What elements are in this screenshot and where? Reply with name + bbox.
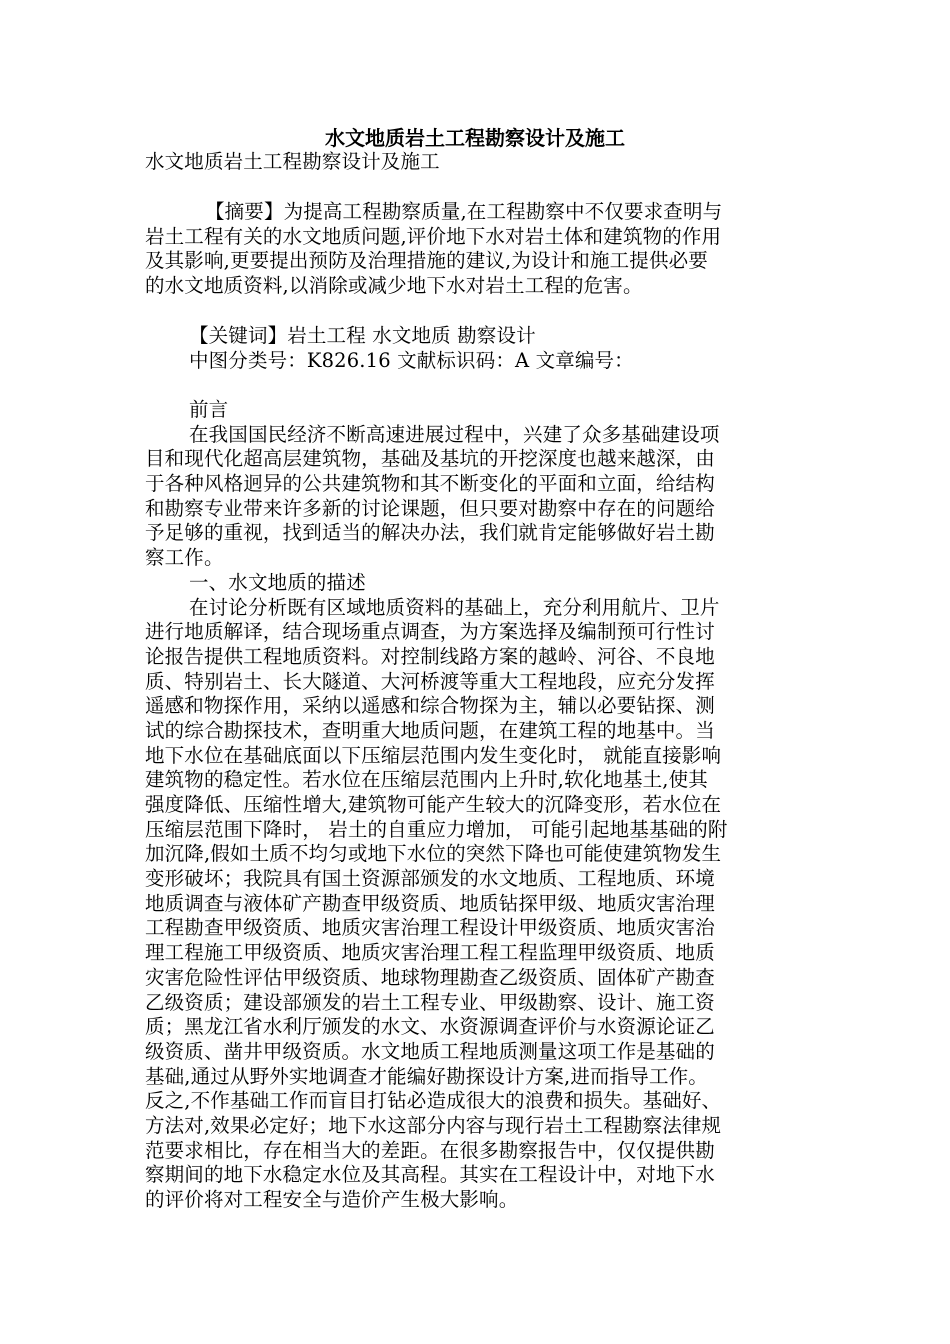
- preface-line: 予足够的重视，找到适当的解决办法，我们就肯定能够做好岩土勘: [145, 521, 715, 545]
- section-line: 质；黑龙江省水利厅颁发的水文、水资源调查评价与水资源论证乙: [145, 1015, 715, 1039]
- preface-heading: 前言: [189, 398, 229, 421]
- document-subtitle-block: [145, 150, 810, 175]
- section-heading: 一、水文地质的描述: [189, 570, 366, 594]
- section-line: 的评价将对工程安全与造价产生极大影响。: [145, 1188, 519, 1211]
- section-line: 遥感和物探作用，采纳以遥感和综合物探为主，辅以必要钻探、测: [145, 694, 715, 718]
- section-line: 地质调查与液体矿产勘查甲级资质、地质钻探甲级、地质灾害治理: [145, 891, 715, 915]
- document-subtitle: 水文地质岩土工程勘察设计及施工: [145, 150, 440, 173]
- abstract-line: 岩土工程有关的水文地质问题,评价地下水对岩土体和建筑物的作用: [145, 224, 722, 248]
- section-line: 理工程施工甲级资质、地质灾害治理工程工程监理甲级资质、地质: [145, 941, 715, 965]
- preface-block: [145, 398, 810, 1213]
- section-line: 在讨论分析既有区域地质资料的基础上，充分利用航片、卫片: [189, 595, 720, 619]
- document-title: 水文地质岩土工程勘察设计及施工: [325, 126, 625, 150]
- section-line: 反之,不作基础工作而盲目打钻必造成很大的浪费和损失。基础好、: [145, 1089, 722, 1113]
- section-line: 进行地质解译，结合现场重点调查，为方案选择及编制预可行性讨: [145, 620, 715, 644]
- section-line: 方法对,效果必定好；地下水这部分内容与现行岩土工程勘察法律规: [145, 1113, 722, 1137]
- section-line: 察期间的地下水稳定水位及其高程。其实在工程设计中，对地下水: [145, 1163, 715, 1187]
- section-line: 试的综合勘探技术，查明重大地质问题，在建筑工程的地基中。当: [145, 718, 715, 742]
- section-line: 建筑物的稳定性。若水位在压缩层范围内上升时,软化地基土,使其: [145, 768, 708, 792]
- preface-line: 目和现代化超高层建筑物，基础及基坑的开挖深度也越来越深，由: [145, 447, 715, 471]
- section-line: 质、特别岩土、长大隧道、大河桥渡等重大工程地段，应充分发挥: [145, 669, 715, 693]
- section-line: 灾害危险性评估甲级资质、地球物理勘查乙级资质、固体矿产勘查: [145, 965, 715, 989]
- section-line: 工程勘查甲级资质、地质灾害治理工程设计甲级资质、地质灾害治: [145, 916, 715, 940]
- section-line: 加沉降,假如土质不均匀或地下水位的突然下降也可能使建筑物发生: [145, 842, 722, 866]
- section-line: 级资质、凿井甲级资质。水文地质工程地质测量这项工作是基础的: [145, 1039, 715, 1063]
- section-line: 范要求相比，存在相当大的差距。在很多勘察报告中，仅仅提供勘: [145, 1138, 715, 1162]
- preface-line: 察工作。: [145, 546, 224, 570]
- section-line: 论报告提供工程地质资料。对控制线路方案的越岭、河谷、不良地: [145, 644, 715, 668]
- section-line: 压缩层范围下降时， 岩土的自重应力增加， 可能引起地基基础的附: [145, 817, 728, 841]
- section-line: 基础,通过从野外实地调查才能编好勘探设计方案,进而指导工作。: [145, 1064, 708, 1088]
- preface-line: 在我国国民经济不断高速进展过程中，兴建了众多基础建设项: [189, 422, 720, 446]
- preface-line: 和勘察专业带来许多新的讨论课题，但只要对勘察中存在的问题给: [145, 496, 715, 520]
- keywords-block: [145, 324, 810, 373]
- keywords-line: 【关键词】岩土工程 水文地质 勘察设计: [189, 324, 536, 347]
- abstract-paragraph: [145, 200, 810, 299]
- section-line: 强度降低、压缩性增大,建筑物可能产生较大的沉降变形，若水位在: [145, 793, 722, 816]
- abstract-line: 【摘要】为提高工程勘察质量,在工程勘察中不仅要求查明与: [205, 200, 723, 223]
- classification-line: 中图分类号：K826.16 文献标识码：A 文章编号：: [189, 348, 634, 372]
- abstract-line: 的水文地质资料,以消除或减少地下水对岩土工程的危害。: [145, 274, 643, 298]
- section-line: 乙级资质；建设部颁发的岩土工程专业、甲级勘察、设计、施工资: [145, 990, 715, 1014]
- preface-line: 于各种风格迥异的公共建筑物和其不断变化的平面和立面，给结构: [145, 472, 715, 496]
- section-line: 变形破坏；我院具有国土资源部颁发的水文地质、工程地质、环境: [145, 867, 715, 891]
- abstract-line: 及其影响,更要提出预防及治理措施的建议,为设计和施工提供必要: [145, 249, 708, 273]
- section-line: 地下水位在基础底面以下压缩层范围内发生变化时， 就能直接影响: [145, 743, 722, 767]
